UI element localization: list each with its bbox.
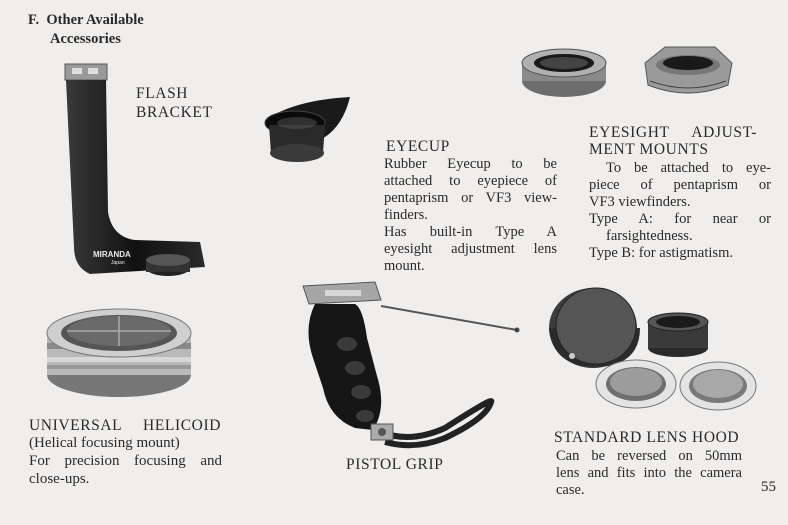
universal-helicoid-label: UNIVERSAL HELICOID bbox=[29, 417, 221, 434]
eyesight-mounts-label-line2: MENT MOUNTS bbox=[589, 141, 709, 158]
standard-lens-hood-description: Can be reversed on 50mm lens and fits into the camera case. bbox=[556, 448, 742, 498]
page-number: 55 bbox=[761, 479, 776, 495]
section-title-line1: Other Available bbox=[46, 12, 144, 28]
flash-bracket-label: FLASH BRACKET bbox=[136, 85, 213, 121]
eyesight-mounts-description: To be attached to eye- piece of pentaprism or VF3 viewfinders. Type A: for near or farsightedness. Type B: for astigmatism. bbox=[589, 160, 771, 261]
standard-lens-hood-label: STANDARD LENS HOOD bbox=[554, 429, 740, 446]
eyecup-image bbox=[255, 95, 355, 175]
pistol-grip-label: PISTOL GRIP bbox=[346, 456, 444, 473]
universal-helicoid-description: (Helical focusing mount) For precision focusing and close-ups. bbox=[29, 435, 222, 487]
eyesight-mount-type-a-image bbox=[520, 43, 610, 103]
brand-name: MIRANDA bbox=[93, 250, 131, 259]
section-letter: F. bbox=[28, 12, 40, 28]
standard-lens-hood-image bbox=[548, 280, 758, 415]
pistol-grip-image bbox=[295, 278, 525, 458]
brand-mark bbox=[93, 250, 131, 268]
eyecup-description: Rubber Eyecup to be attached to eyepiece of pentaprism or VF3 view- finders. Has built-in Type A eyesight adjustment lens mount. bbox=[384, 156, 557, 274]
brand-country: Japan bbox=[111, 260, 125, 266]
eyecup-label: EYECUP bbox=[386, 138, 450, 155]
universal-helicoid-image bbox=[43, 305, 198, 400]
eyesight-mounts-label-line1: EYESIGHT ADJUST- bbox=[589, 124, 757, 141]
eyesight-mount-type-b-image bbox=[640, 43, 735, 103]
section-title-line2: Accessories bbox=[50, 31, 121, 47]
section-heading bbox=[28, 11, 144, 49]
